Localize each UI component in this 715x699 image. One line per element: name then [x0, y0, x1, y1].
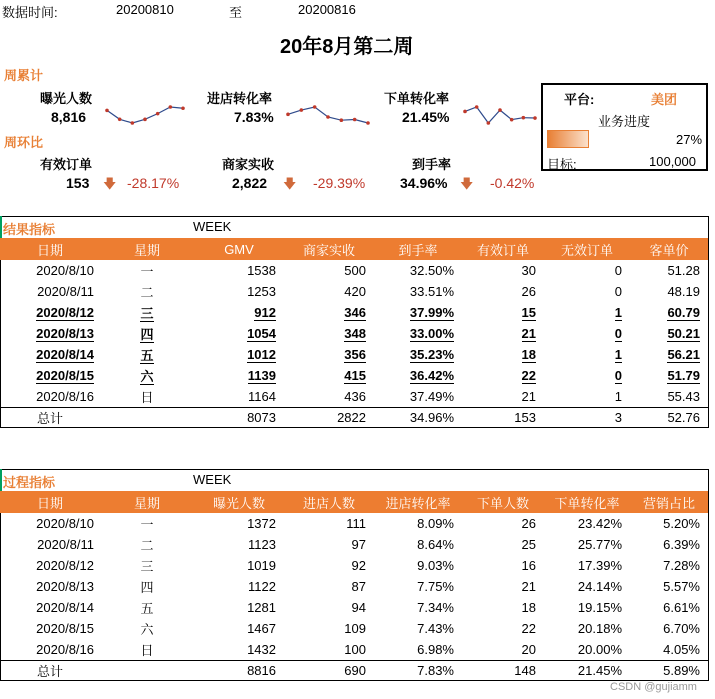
result-table-row — [0, 302, 708, 323]
result-cell-text: 912 — [254, 305, 276, 320]
result-cell-text: 1012 — [247, 347, 276, 362]
result-cell-text: 50.21 — [667, 326, 700, 341]
result-cell: 0 — [614, 284, 622, 299]
process-cell: 22 — [521, 621, 536, 636]
process-cell: 1019 — [247, 558, 276, 573]
result-cell-text: 1054 — [247, 326, 276, 341]
process-cell: 6.70% — [663, 621, 700, 636]
process-cell: 1432 — [247, 641, 276, 657]
result-cell — [462, 365, 544, 386]
result-cell — [100, 344, 194, 365]
sparkline-point — [300, 108, 304, 112]
end-date: 20200816 — [298, 2, 356, 17]
process-cell: 5.89% — [630, 660, 708, 681]
sparkline-point — [366, 121, 370, 125]
result-cell — [194, 323, 284, 344]
merchant-down-arrow-icon: 🡇 — [283, 176, 297, 191]
result-cell — [462, 344, 544, 365]
merchant-value: 2,822 — [232, 175, 268, 191]
process-cell: 24.14% — [577, 579, 622, 594]
process-cell: 5.20% — [663, 516, 700, 531]
sparkline-point — [353, 118, 357, 122]
process-table — [0, 491, 708, 681]
process-cell: 100 — [344, 641, 366, 657]
process-week-label: WEEK — [193, 472, 232, 487]
order-conv-value: 21.45% — [402, 109, 450, 125]
result-cell-text: 37.99% — [409, 305, 454, 320]
process-table-row — [0, 555, 708, 576]
result-table-row — [0, 323, 708, 344]
sparkline-point — [181, 106, 185, 110]
result-header-cell: 客单价 — [630, 238, 708, 260]
start-date: 20200810 — [116, 2, 174, 17]
process-cell: 2020/8/15 — [36, 621, 94, 636]
process-cell: 20 — [521, 641, 536, 657]
result-cell — [462, 302, 544, 323]
result-cell — [100, 365, 194, 386]
orders-value: 153 — [66, 175, 90, 191]
process-cell: 2020/8/16 — [36, 641, 94, 657]
result-cell: 52.76 — [630, 407, 708, 428]
process-header-cell: 营销占比 — [630, 491, 708, 513]
sparkline-point — [510, 118, 514, 122]
process-cell: 8.64% — [417, 537, 454, 552]
result-cell-text: 三 — [140, 306, 154, 321]
process-table-row — [0, 660, 708, 681]
data-time-label: 数据时间: — [2, 5, 58, 20]
process-cell: 7.34% — [417, 600, 454, 615]
target-label: 目标: — [547, 157, 577, 172]
result-table-row — [0, 365, 708, 386]
process-table-row — [0, 513, 708, 534]
process-cell: 2020/8/14 — [36, 600, 94, 615]
result-table-title: 结果指标 — [3, 222, 56, 237]
arrival-value: 34.96% — [400, 175, 448, 191]
result-cell: 153 — [462, 407, 544, 428]
result-cell: 2020/8/16 — [36, 388, 94, 404]
result-cell — [630, 302, 708, 323]
sparkline-point — [118, 117, 122, 121]
process-cell: 7.83% — [374, 660, 462, 681]
orders-label: 有效订单 — [40, 157, 93, 172]
process-cell: 21.45% — [544, 660, 630, 681]
process-cell: 日 — [140, 642, 154, 658]
result-cell — [374, 365, 462, 386]
process-cell: 19.15% — [577, 600, 622, 615]
order-conv-sparkline — [462, 104, 538, 126]
process-cell: 17.39% — [577, 558, 622, 573]
process-cell: 97 — [351, 537, 366, 552]
order-conv-label: 下单转化率 — [384, 91, 450, 106]
result-cell — [100, 302, 194, 323]
sparkline-point — [340, 118, 344, 122]
process-table-row — [0, 639, 708, 660]
result-cell: 48.19 — [667, 284, 700, 299]
process-cell: 三 — [140, 559, 154, 574]
result-cell-text: 2020/8/14 — [36, 347, 94, 362]
process-table-row — [0, 597, 708, 618]
result-cell: 1 — [614, 388, 622, 404]
result-cell — [630, 344, 708, 365]
process-table-row — [0, 576, 708, 597]
result-table-row — [0, 386, 708, 407]
store-conv-label: 进店转化率 — [207, 91, 273, 106]
process-cell: 87 — [351, 579, 366, 594]
process-cell: 1123 — [248, 537, 276, 552]
result-cell: 500 — [344, 263, 366, 278]
progress-label: 业务进度 — [598, 114, 651, 129]
result-cell: 2020/8/10 — [36, 263, 94, 278]
process-header-row — [0, 491, 708, 513]
weekly-section-label: 周累计 — [4, 68, 44, 83]
process-cell: 109 — [344, 621, 366, 636]
result-cell — [194, 344, 284, 365]
result-cell: 51.28 — [667, 263, 700, 278]
process-cell: 2020/8/12 — [36, 558, 94, 573]
result-cell-text: 348 — [344, 326, 366, 341]
result-cell — [0, 323, 100, 344]
result-cell-text: 2020/8/12 — [36, 305, 94, 320]
platform-label: 平台: — [564, 92, 595, 107]
result-cell: 436 — [344, 388, 366, 404]
sparkline-point — [463, 110, 467, 114]
result-cell: 0 — [614, 263, 622, 278]
process-cell: 8.09% — [417, 516, 454, 531]
process-cell: 23.42% — [577, 516, 622, 531]
process-cell: 一 — [140, 517, 154, 532]
process-header-cell: 进店人数 — [284, 491, 374, 513]
result-week-label: WEEK — [193, 219, 232, 234]
sparkline-point — [156, 112, 160, 116]
platform-value: 美团 — [651, 92, 678, 107]
process-cell: 7.43% — [417, 621, 454, 636]
result-cell-text: 五 — [140, 348, 154, 363]
result-cell — [194, 365, 284, 386]
sparkline-point — [143, 118, 147, 122]
process-cell: 111 — [346, 516, 366, 531]
process-header-cell: 下单人数 — [462, 491, 544, 513]
result-cell-text: 60.79 — [667, 305, 700, 320]
process-cell: 20.00% — [577, 641, 622, 657]
process-header-cell: 日期 — [0, 491, 100, 513]
process-header-cell: 下单转化率 — [544, 491, 630, 513]
result-cell: 55.43 — [667, 388, 700, 404]
result-cell-text: 1 — [614, 347, 622, 362]
result-header-cell: 到手率 — [374, 238, 462, 260]
process-cell: 25.77% — [577, 537, 622, 552]
result-cell: 34.96% — [374, 407, 462, 428]
result-cell: 2822 — [284, 407, 374, 428]
result-cell: 2020/8/11 — [37, 284, 94, 299]
result-table-row — [0, 281, 708, 302]
process-cell: 92 — [351, 558, 366, 573]
result-cell-text: 415 — [344, 368, 366, 383]
result-cell-text: 2020/8/15 — [36, 368, 94, 383]
result-cell-text: 15 — [521, 305, 536, 320]
result-cell-text: 22 — [521, 368, 536, 383]
result-cell — [544, 344, 630, 365]
process-cell: 五 — [140, 601, 154, 616]
result-cell — [284, 302, 374, 323]
sparkline-point — [169, 105, 173, 109]
process-cell: 1467 — [247, 621, 276, 636]
result-cell — [0, 302, 100, 323]
result-cell-text: 346 — [344, 305, 366, 320]
process-cell: 148 — [462, 660, 544, 681]
process-cell: 6.61% — [663, 600, 700, 615]
result-left-accent — [0, 216, 2, 238]
process-header-cell: 星期 — [100, 491, 194, 513]
process-table-row — [0, 534, 708, 555]
result-cell-text: 0 — [614, 368, 622, 383]
result-cell — [284, 365, 374, 386]
result-cell: 26 — [521, 284, 536, 299]
sparkline-point — [475, 105, 479, 109]
result-cell: 33.51% — [409, 284, 454, 299]
result-cell — [284, 323, 374, 344]
process-header-cell: 曝光人数 — [194, 491, 284, 513]
result-cell — [0, 365, 100, 386]
result-cell-text: 六 — [140, 369, 154, 384]
process-cell: 7.75% — [417, 579, 454, 594]
process-cell: 二 — [140, 538, 154, 553]
process-cell: 9.03% — [417, 558, 454, 573]
result-cell-text: 18 — [521, 347, 536, 362]
result-header-cell: 有效订单 — [462, 238, 544, 260]
process-table-title: 过程指标 — [3, 475, 56, 490]
sparkline-point — [326, 115, 330, 119]
sparkline-point — [487, 121, 491, 125]
merchant-change: -29.39% — [313, 175, 366, 191]
sparkline-point — [131, 121, 135, 125]
result-header-cell: 日期 — [0, 238, 100, 260]
result-cell — [462, 323, 544, 344]
result-cell — [544, 302, 630, 323]
process-cell: 六 — [140, 622, 154, 637]
result-cell: 1253 — [247, 284, 276, 299]
result-cell-text: 356 — [344, 347, 366, 362]
to-label: 至 — [229, 5, 243, 20]
result-cell: 37.49% — [409, 388, 454, 404]
arrival-label: 到手率 — [412, 157, 452, 172]
result-cell — [0, 344, 100, 365]
sparkline-point — [533, 116, 537, 120]
process-cell: 5.57% — [663, 579, 700, 594]
sparkline-point — [498, 108, 502, 112]
result-cell-text: 四 — [140, 327, 154, 342]
result-header-cell: 无效订单 — [544, 238, 630, 260]
kpi-box — [541, 83, 708, 171]
store-conv-sparkline — [285, 104, 371, 126]
result-header-row — [0, 238, 708, 260]
result-cell-text: 2020/8/13 — [36, 326, 94, 341]
result-cell: 二 — [140, 285, 154, 300]
sparkline-point — [522, 116, 526, 120]
arrival-change: -0.42% — [490, 175, 535, 191]
page-title: 20年8月第二周 — [280, 36, 414, 58]
process-cell: 1281 — [247, 600, 276, 615]
result-cell: 总计 — [0, 407, 100, 428]
result-cell-text: 51.79 — [667, 368, 700, 383]
result-cell: 32.50% — [409, 263, 454, 278]
result-cell: 3 — [544, 407, 630, 428]
orders-down-arrow-icon: 🡇 — [103, 176, 117, 191]
result-cell: 1538 — [247, 263, 276, 278]
orders-change: -28.17% — [127, 175, 180, 191]
result-cell: 8073 — [194, 407, 284, 428]
process-cell: 2020/8/11 — [37, 537, 94, 552]
sparkline-point — [313, 105, 317, 109]
process-cell: 25 — [521, 537, 536, 552]
progress-bar — [547, 130, 589, 148]
impressions-sparkline — [104, 104, 186, 126]
result-cell-text: 35.23% — [409, 347, 454, 362]
process-cell: 总计 — [0, 660, 100, 681]
progress-pct: 27% — [676, 132, 703, 147]
result-cell: 日 — [140, 389, 154, 405]
result-table — [0, 238, 708, 428]
result-cell — [374, 302, 462, 323]
process-cell: 1122 — [248, 579, 276, 594]
store-conv-value: 7.83% — [234, 109, 274, 125]
process-cell: 20.18% — [577, 621, 622, 636]
process-header-cell: 进店转化率 — [374, 491, 462, 513]
target-value: 100,000 — [649, 154, 696, 169]
process-cell: 2020/8/13 — [36, 579, 94, 594]
process-cell: 6.39% — [663, 537, 700, 552]
result-cell-text: 0 — [614, 326, 622, 341]
result-header-cell: GMV — [194, 238, 284, 260]
process-cell: 6.98% — [417, 641, 454, 657]
result-cell: 420 — [344, 284, 366, 299]
result-table-row — [0, 407, 708, 428]
process-cell: 690 — [284, 660, 374, 681]
result-cell — [194, 302, 284, 323]
wow-section-label: 周环比 — [4, 135, 44, 150]
result-cell-text: 33.00% — [409, 326, 454, 341]
process-cell: 4.05% — [663, 641, 700, 657]
process-cell: 16 — [521, 558, 536, 573]
process-cell: 1372 — [247, 516, 276, 531]
result-cell-text: 56.21 — [667, 347, 700, 362]
process-cell — [100, 660, 194, 681]
process-cell: 21 — [521, 579, 536, 594]
result-cell: 30 — [521, 263, 536, 278]
result-cell-text: 21 — [521, 326, 536, 341]
result-cell-text: 36.42% — [409, 368, 454, 383]
result-cell — [374, 323, 462, 344]
result-cell — [630, 323, 708, 344]
result-header-cell: 星期 — [100, 238, 194, 260]
process-cell: 18 — [521, 600, 536, 615]
result-cell — [544, 323, 630, 344]
process-cell: 2020/8/10 — [36, 516, 94, 531]
process-cell: 四 — [140, 580, 154, 595]
process-cell: 8816 — [194, 660, 284, 681]
process-cell: 7.28% — [663, 558, 700, 573]
result-table-row — [0, 260, 708, 281]
result-cell: 1164 — [248, 388, 276, 404]
result-cell — [100, 323, 194, 344]
result-cell-text: 1139 — [247, 368, 276, 383]
sparkline-point — [286, 113, 290, 117]
result-table-row — [0, 344, 708, 365]
arrival-down-arrow-icon: 🡇 — [460, 176, 474, 191]
result-cell — [544, 365, 630, 386]
watermark: CSDN @gujiamm — [610, 681, 697, 693]
process-left-accent — [0, 469, 2, 491]
impressions-label: 曝光人数 — [40, 91, 93, 106]
result-cell — [630, 365, 708, 386]
result-cell — [284, 344, 374, 365]
process-cell: 94 — [351, 600, 366, 615]
merchant-label: 商家实收 — [222, 157, 275, 172]
sparkline-point — [105, 109, 109, 113]
result-header-cell: 商家实收 — [284, 238, 374, 260]
process-cell: 26 — [521, 516, 536, 531]
result-cell — [100, 407, 194, 428]
result-cell-text: 1 — [614, 305, 622, 320]
impressions-value: 8,816 — [51, 109, 87, 125]
result-cell — [374, 344, 462, 365]
result-cell: 一 — [140, 264, 154, 279]
result-cell: 21 — [521, 388, 536, 404]
process-table-row — [0, 618, 708, 639]
